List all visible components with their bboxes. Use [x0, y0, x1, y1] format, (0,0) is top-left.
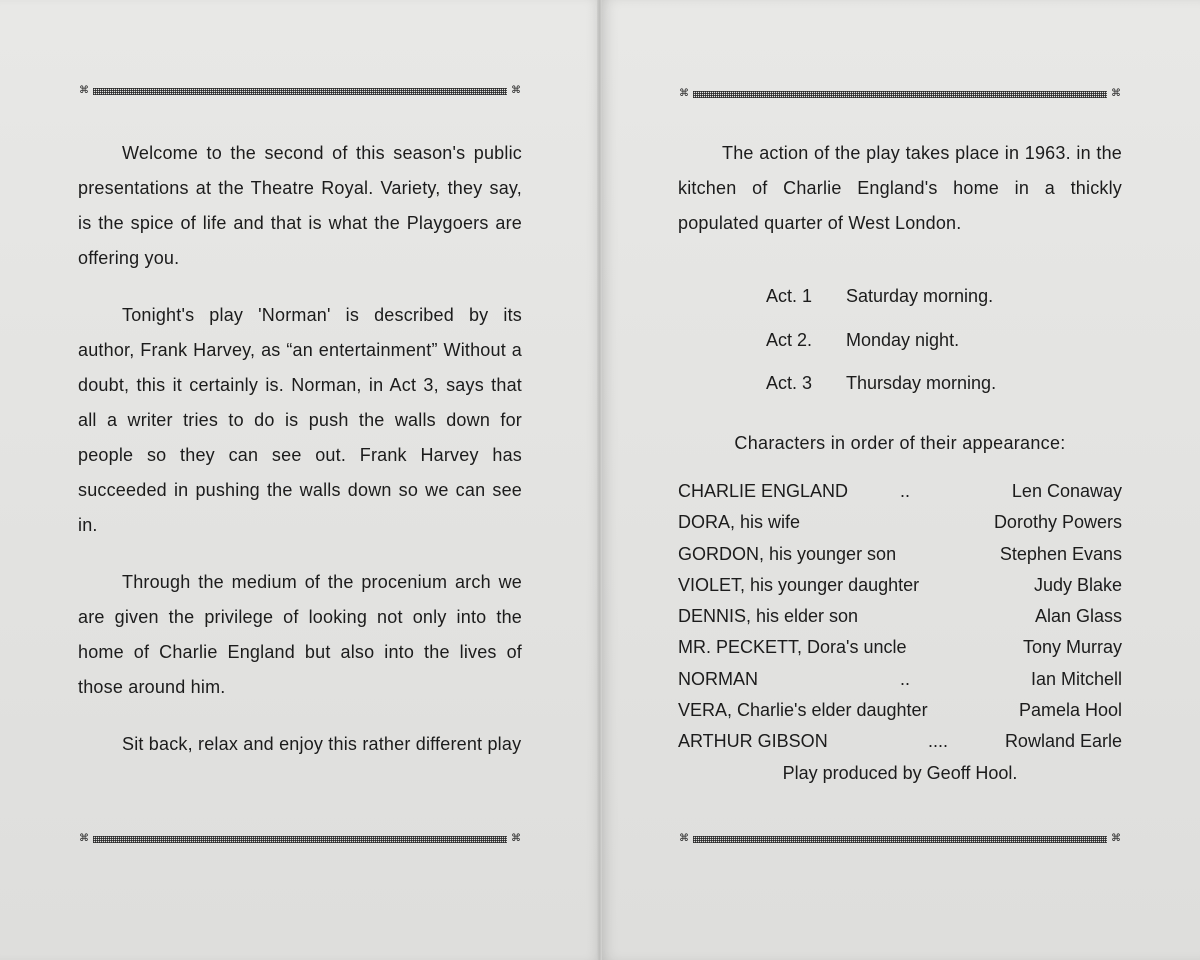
dotted-bar	[693, 836, 1107, 843]
actor-name: Stephen Evans	[999, 543, 1122, 564]
procenium-paragraph: Through the medium of the procenium arch we are given the privilege of looking not only into the home of Charlie England but also into the lives of those around him.	[78, 572, 522, 697]
actor-name: Len Conaway	[1011, 481, 1122, 501]
dotted-bar	[93, 836, 507, 843]
setting-paragraph: The action of the play takes place in 1963. in the kitchen of Charlie England's home in a thickly populated quarter of West London.	[678, 143, 1122, 233]
actor-name: Dorothy Powers	[993, 512, 1122, 533]
characters-heading: Characters in order of their appearance:	[734, 433, 1066, 453]
cast-row	[678, 664, 1122, 695]
dotted-bar	[693, 91, 1107, 98]
actor-name: Judy Blake	[1033, 574, 1122, 595]
cast-row	[678, 632, 1122, 663]
leader-dots: ..	[900, 481, 911, 501]
act-number: Act 2.	[766, 329, 813, 350]
bottom-rule-right	[678, 834, 1122, 844]
setting-text	[678, 136, 1122, 241]
actor-name: Pamela Hool	[1018, 700, 1122, 721]
cast-row	[678, 539, 1122, 570]
character-name: DORA, his wife	[678, 512, 801, 533]
character-name: GORDON, his younger son	[678, 543, 897, 564]
acts-list	[766, 275, 996, 406]
ornament-icon: ⌘	[679, 88, 689, 99]
character-name: VIOLET, his younger daughter	[678, 574, 920, 595]
character-name: VERA, Charlie's elder daughter	[678, 700, 928, 721]
cast-row	[678, 726, 1122, 757]
norman-paragraph: Tonight's play 'Norman' is described by its author, Frank Harvey, as “an entertainment” Without a doubt, this it certainly is. Norman, in Act 3, says that all a writer tries to do is push the walls down for people so they can see out. Frank Harvey has succeeded in pushing the walls down so we can see in.	[78, 305, 522, 535]
actor-name: Alan Glass	[1034, 606, 1122, 627]
welcome-text	[78, 136, 522, 784]
character-name: NORMAN	[678, 668, 758, 689]
actor-name: Rowland Earle	[1004, 731, 1122, 752]
cast-row	[678, 570, 1122, 601]
character-name: ARTHUR GIBSON	[678, 731, 828, 752]
closing-paragraph: Sit back, relax and enjoy this rather different play	[122, 734, 522, 754]
act-row	[766, 275, 996, 319]
welcome-paragraph: Welcome to the second of this season's public presentations at the Theatre Royal. Variety, they say, is the spice of life and that is what the Playgoers are offering you.	[78, 143, 522, 268]
producer-credit: Play produced by Geoff Hool.	[782, 763, 1018, 783]
center-fold	[597, 0, 602, 960]
cast-row	[678, 507, 1122, 538]
cast-list	[678, 476, 1122, 758]
ornament-icon: ⌘	[679, 833, 689, 844]
act-time: Saturday morning.	[846, 286, 994, 307]
ornament-icon: ⌘	[79, 85, 89, 96]
leader-dots: ..	[900, 668, 911, 689]
top-rule-left	[78, 86, 522, 96]
act-number: Act. 1	[766, 286, 813, 307]
character-name: DENNIS, his elder son	[678, 606, 859, 627]
actor-name: Ian Mitchell	[1030, 668, 1122, 689]
actor-name: Tony Murray	[1022, 637, 1122, 658]
cast-row	[678, 601, 1122, 632]
character-name: MR. PECKETT, Dora's uncle	[678, 637, 907, 658]
cast-row	[678, 695, 1122, 726]
ornament-icon: ⌘	[1111, 88, 1121, 99]
ornament-icon: ⌘	[511, 833, 521, 844]
act-time: Thursday morning.	[846, 373, 997, 394]
ornament-icon: ⌘	[511, 85, 521, 96]
act-number: Act. 3	[766, 373, 813, 394]
ornament-icon: ⌘	[1111, 833, 1121, 844]
act-time: Monday night.	[846, 329, 960, 350]
ornament-icon: ⌘	[79, 833, 89, 844]
act-row	[766, 319, 996, 363]
character-name: CHARLIE ENGLAND	[678, 481, 849, 501]
cast-row	[678, 476, 1122, 507]
bottom-rule-left	[78, 834, 522, 844]
top-rule-right	[678, 89, 1122, 99]
act-row	[766, 362, 996, 406]
leader-dots: ....	[928, 731, 949, 752]
dotted-bar	[93, 88, 507, 95]
